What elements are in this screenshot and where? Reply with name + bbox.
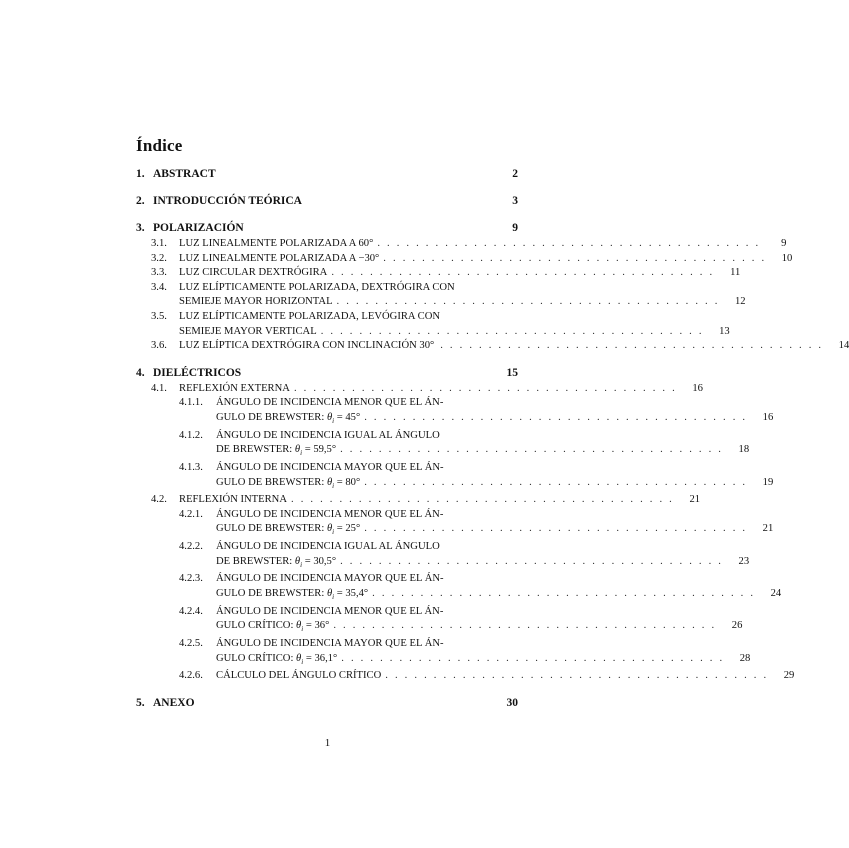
entry-page: 11 xyxy=(730,267,741,279)
dot-leader: . . . . . . . . . . . . . . . . . . . . . . . . . . . . . . . . . . . . . . . . xyxy=(333,620,717,632)
entry-text: LUZ ELÍPTICA DEXTRÓGIRA CON INCLINACIÓN 30° xyxy=(179,340,435,352)
entry-line xyxy=(179,493,701,508)
toc-entry xyxy=(136,429,750,461)
section-page: 15 xyxy=(506,366,518,379)
table-of-contents xyxy=(136,166,849,711)
entry-body xyxy=(216,540,750,572)
entry-text: REFLEXIÓN EXTERNA xyxy=(179,382,290,394)
entry-text: LUZ LINEALMENTE POLARIZADA A 60° xyxy=(179,238,374,249)
entry-number: 4.2.5. xyxy=(179,638,203,650)
entry-body xyxy=(179,493,701,508)
entry-line xyxy=(179,382,703,397)
entry-line: ÁNGULO DE INCIDENCIA MAYOR QUE EL ÁN- xyxy=(216,461,444,473)
page-number: 1 xyxy=(324,737,331,749)
entry-line xyxy=(179,252,793,267)
entry-page: 18 xyxy=(738,444,750,456)
entry-line xyxy=(216,652,751,670)
entry-line: ÁNGULO DE INCIDENCIA MENOR QUE EL ÁN- xyxy=(216,397,444,409)
entry-body xyxy=(179,266,741,281)
section-page: 2 xyxy=(512,168,518,180)
toc-section xyxy=(136,220,518,236)
toc-entry xyxy=(136,669,795,684)
entry-text: GULO DE BREWSTER: $\theta_i = 45^\circ$ xyxy=(216,411,361,426)
entry-page: 19 xyxy=(762,476,774,488)
entry-line: ÁNGULO DE INCIDENCIA IGUAL AL ÁNGULO xyxy=(216,429,440,441)
entry-line: ÁNGULO DE INCIDENCIA IGUAL AL ÁNGULO xyxy=(216,541,440,553)
entry-number: 3.3. xyxy=(151,267,167,279)
entry-page: 10 xyxy=(781,252,793,264)
entry-number: 3.5. xyxy=(151,310,167,322)
entry-number: 3.1. xyxy=(151,238,167,249)
section-title: ABSTRACT xyxy=(153,168,216,180)
entry-body xyxy=(216,461,774,493)
toc-section xyxy=(136,365,518,381)
entry-number: 4.2.2. xyxy=(179,541,203,553)
entry-line xyxy=(179,266,741,281)
entry-text: GULO DE BREWSTER: $\theta_i = 35,4^\circ$ xyxy=(216,588,369,602)
entry-page: 21 xyxy=(689,494,701,506)
dot-leader: . . . . . . . . . . . . . . . . . . . . . . . . . . . . . . . . . . . . . . . . xyxy=(364,411,748,423)
section-title: ANEXO xyxy=(153,696,195,709)
dot-leader: . . . . . . . . . . . . . . . . . . . . . . . . . . . . . . . . . . . . . . . . xyxy=(440,340,824,352)
entry-line xyxy=(179,325,730,340)
entry-page: 23 xyxy=(738,555,750,567)
entry-body xyxy=(216,637,751,669)
toc-entry xyxy=(136,605,743,637)
dot-leader: . . . . . . . . . . . . . . . . . . . . . . . . . . . . . . . . . . . . . . . . xyxy=(364,476,748,488)
entry-text: CÁLCULO DEL ÁNGULO CRÍTICO xyxy=(216,670,382,682)
dot-leader: . . . . . . . . . . . . . . . . . . . . . . . . . . . . . . . . . . . . . . . . xyxy=(383,252,767,264)
entry-line xyxy=(216,411,774,429)
entry-line xyxy=(216,476,774,494)
toc-entry xyxy=(136,266,741,281)
entry-line: LUZ ELÍPTICAMENTE POLARIZADA, LEVÓGIRA CON xyxy=(179,310,440,322)
section-page: 3 xyxy=(512,195,518,207)
section-page: 9 xyxy=(512,222,518,234)
entry-page: 16 xyxy=(692,382,703,394)
dot-leader: . . . . . . . . . . . . . . . . . . . . . . . . . . . . . . . . . . . . . . . . xyxy=(364,523,748,535)
entry-text: GULO DE BREWSTER: $\theta_i = 25^\circ$ xyxy=(216,523,361,537)
dot-leader: . . . . . . . . . . . . . . . . . . . . . . . . . . . . . . . . . . . . . . . . xyxy=(293,382,677,394)
entry-number: 3.4. xyxy=(151,281,167,293)
entry-number: 4.1.2. xyxy=(179,429,203,441)
entry-line xyxy=(216,522,774,540)
entry-text: GULO CRÍTICO: $\theta_i = 36,1^\circ$ xyxy=(216,652,338,666)
entry-number: 4.2.3. xyxy=(179,573,203,585)
entry-line xyxy=(216,619,743,637)
section-number: 4. xyxy=(136,366,145,379)
dot-leader: . . . . . . . . . . . . . . . . . . . . . . . . . . . . . . . . . . . . . . . . xyxy=(340,555,724,567)
section-number: 1. xyxy=(136,168,145,180)
entry-text: GULO CRÍTICO: $\theta_i = 36^\circ$ xyxy=(216,620,330,634)
entry-number: 4.2.1. xyxy=(179,508,203,520)
toc-entry xyxy=(136,237,787,252)
entry-body xyxy=(179,237,787,252)
entry-text: DE BREWSTER: $\theta_i = 30,5^\circ$ xyxy=(216,555,337,569)
entry-body xyxy=(179,339,849,354)
section-title: POLARIZACIÓN xyxy=(153,222,244,234)
entry-body xyxy=(216,429,750,461)
entry-body xyxy=(216,396,774,428)
entry-body xyxy=(179,310,730,339)
entry-line: ÁNGULO DE INCIDENCIA MAYOR QUE EL ÁN- xyxy=(216,638,444,650)
entry-number: 4.1.3. xyxy=(179,461,203,473)
entry-line xyxy=(216,555,750,573)
entry-number: 4.1. xyxy=(151,382,167,394)
entry-page: 28 xyxy=(739,652,751,664)
entry-page: 9 xyxy=(781,238,787,249)
entry-line xyxy=(179,237,787,252)
entry-page: 16 xyxy=(762,411,774,423)
toc-entry xyxy=(136,310,730,339)
entry-body xyxy=(216,508,774,540)
entry-body xyxy=(179,382,703,397)
dot-leader: . . . . . . . . . . . . . . . . . . . . . . . . . . . . . . . . . . . . . . . . xyxy=(385,670,769,682)
toc-entry xyxy=(136,281,746,310)
dot-leader: . . . . . . . . . . . . . . . . . . . . . . . . . . . . . . . . . . . . . . . . xyxy=(336,296,720,308)
entry-line xyxy=(179,295,746,310)
entry-body xyxy=(216,605,743,637)
entry-page: 21 xyxy=(762,523,774,535)
page-title: Índice xyxy=(136,136,183,155)
entry-text: LUZ LINEALMENTE POLARIZADA A −30° xyxy=(179,252,380,264)
entry-line xyxy=(216,443,750,461)
dot-leader: . . . . . . . . . . . . . . . . . . . . . . . . . . . . . . . . . . . . . . . . xyxy=(340,444,724,456)
entry-page: 14 xyxy=(838,340,849,352)
toc-entry xyxy=(136,493,701,508)
section-page: 30 xyxy=(506,696,518,709)
toc-entry xyxy=(136,252,793,267)
entry-text: LUZ CIRCULAR DEXTRÓGIRA xyxy=(179,267,328,279)
dot-leader: . . . . . . . . . . . . . . . . . . . . . . . . . . . . . . . . . . . . . . . . xyxy=(331,267,715,279)
entry-number: 4.2. xyxy=(151,494,167,506)
toc-section xyxy=(136,193,518,209)
entry-text: SEMIEJE MAYOR HORIZONTAL xyxy=(179,296,333,308)
entry-body xyxy=(179,252,793,267)
toc-entry xyxy=(136,396,774,428)
dot-leader: . . . . . . . . . . . . . . . . . . . . . . . . . . . . . . . . . . . . . . . . xyxy=(320,325,704,337)
dot-leader: . . . . . . . . . . . . . . . . . . . . . . . . . . . . . . . . . . . . . . . . xyxy=(372,588,756,600)
dot-leader: . . . . . . . . . . . . . . . . . . . . . . . . . . . . . . . . . . . . . . . . xyxy=(291,494,675,506)
toc-entry xyxy=(136,572,782,604)
entry-number: 3.2. xyxy=(151,252,167,264)
entry-body xyxy=(179,281,746,310)
section-number: 5. xyxy=(136,696,145,709)
entry-number: 4.2.4. xyxy=(179,605,203,617)
section-number: 2. xyxy=(136,195,145,207)
toc-entry xyxy=(136,540,750,572)
entry-number: 3.6. xyxy=(151,340,167,352)
entry-line xyxy=(216,587,782,605)
entry-line: LUZ ELÍPTICAMENTE POLARIZADA, DEXTRÓGIRA CON xyxy=(179,281,455,293)
entry-number: 4.2.6. xyxy=(179,670,203,682)
toc-entry xyxy=(136,382,703,397)
entry-line xyxy=(216,669,795,684)
entry-page: 12 xyxy=(734,296,746,308)
entry-page: 24 xyxy=(770,588,782,600)
entry-body xyxy=(216,572,782,604)
dot-leader: . . . . . . . . . . . . . . . . . . . . . . . . . . . . . . . . . . . . . . . . xyxy=(341,652,725,664)
toc-section xyxy=(136,166,518,182)
entry-page: 13 xyxy=(719,325,730,337)
entry-page: 29 xyxy=(783,670,795,682)
entry-text: DE BREWSTER: $\theta_i = 59,5^\circ$ xyxy=(216,444,337,458)
section-title: INTRODUCCIÓN TEÓRICA xyxy=(153,195,302,207)
toc-entry xyxy=(136,637,751,669)
entry-text: SEMIEJE MAYOR VERTICAL xyxy=(179,325,317,337)
toc-section xyxy=(136,695,518,711)
section-number: 3. xyxy=(136,222,145,234)
entry-body xyxy=(216,669,795,684)
toc-entry xyxy=(136,339,849,354)
section-title: DIELÉCTRICOS xyxy=(153,366,242,379)
dot-leader: . . . . . . . . . . . . . . . . . . . . . . . . . . . . . . . . . . . . . . . . xyxy=(377,238,761,249)
entry-text: GULO DE BREWSTER: $\theta_i = 80^\circ$ xyxy=(216,476,361,490)
toc-entry xyxy=(136,461,774,493)
entry-line: ÁNGULO DE INCIDENCIA MENOR QUE EL ÁN- xyxy=(216,605,444,617)
toc-entry xyxy=(136,508,774,540)
entry-line xyxy=(179,339,849,354)
entry-text: REFLEXIÓN INTERNA xyxy=(179,494,287,506)
entry-page: 26 xyxy=(731,620,743,632)
entry-line: ÁNGULO DE INCIDENCIA MAYOR QUE EL ÁN- xyxy=(216,573,444,585)
entry-number: 4.1.1. xyxy=(179,397,203,409)
entry-line: ÁNGULO DE INCIDENCIA MENOR QUE EL ÁN- xyxy=(216,508,444,520)
